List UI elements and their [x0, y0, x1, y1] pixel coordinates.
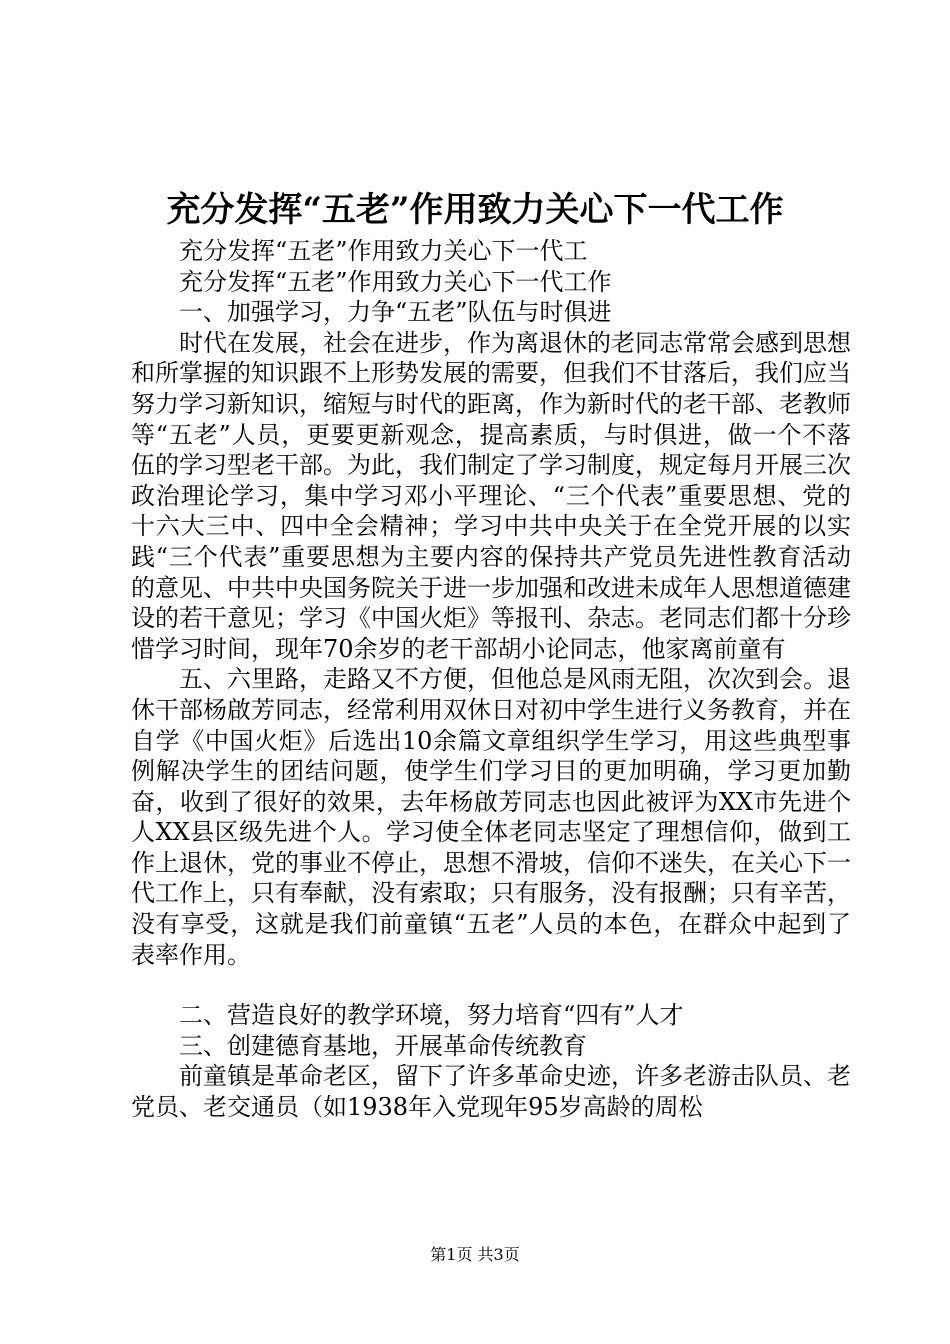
section-heading-2: 二、营造良好的教学环境，努力培育“四有”人才 — [179, 1001, 684, 1030]
section-heading-3: 三、创建德育基地，开展革命传统教育 — [179, 1031, 587, 1060]
paragraph-body-3: 前童镇是革命老区，留下了许多革命史迹，许多老游击队员、老党员、老交通员（如1938年入党现年95岁高龄的周松 — [131, 1062, 851, 1122]
document-title: 充分发挥“五老”作用致力关心下一代工作 — [166, 190, 784, 230]
paragraph-body-2: 五、六里路，走路又不方便，但他总是风雨无阻，次次到会。退休干部杨啟芳同志，经常利用双休日对初中学生进行义务教育，并在自学《中国火炬》后选出10余篇文章组织学生学习，用这些典型事例解决学生的团结问题，使学生们学习目的更加明确，学习更加勤奋，收到了很好的效果，去年杨啟芳同志也因此被评为XX市先进个人XX县区级先进个人。学习使全体老同志坚定了理想信仰，做到工作上退休，党的事业不停止，思想不滑坡，信仰不迷失，在关心下一代工作上，只有奉献，没有索取；只有服务，没有报酬；只有辛苦，没有享受，这就是我们前童镇“五老”人员的本色，在群众中起到了表率作用。 — [131, 665, 851, 969]
section-heading-1: 一、加强学习，力争“五老”队伍与时俱进 — [179, 298, 612, 327]
page-footer: 第1页 共3页 — [430, 1245, 520, 1264]
document-body — [131, 236, 851, 1123]
paragraph-body-1: 时代在发展，社会在进步，作为离退休的老同志常常会感到思想和所掌握的知识跟不上形势发展的需要，但我们不甘落后，我们应当努力学习新知识，缩短与时代的距离，作为新时代的老干部、老教师等“五老”人员，更要更新观念，提高素质，与时俱进，做一个不落伍的学习型老干部。为此，我们制定了学习制度，规定每月开展三次政治理论学习，集中学习邓小平理论、“三个代表”重要思想、党的十六大三中、四中全会精神；学习中共中央关于在全党开展的以实践“三个代表”重要思想为主要内容的保持共产党员先进性教育活动的意见、中共中央国务院关于进一步加强和改进未成年人思想道德建设的若干意见；学习《中国火炬》等报刊、杂志。老同志们都十分珍惜学习时间，现年70余岁的老干部胡小论同志，他家离前童有 — [131, 328, 851, 663]
paragraph-subtitle-2: 充分发挥“五老”作用致力关心下一代工作 — [179, 267, 612, 296]
paragraph-subtitle-1: 充分发挥“五老”作用致力关心下一代工 — [179, 237, 588, 265]
